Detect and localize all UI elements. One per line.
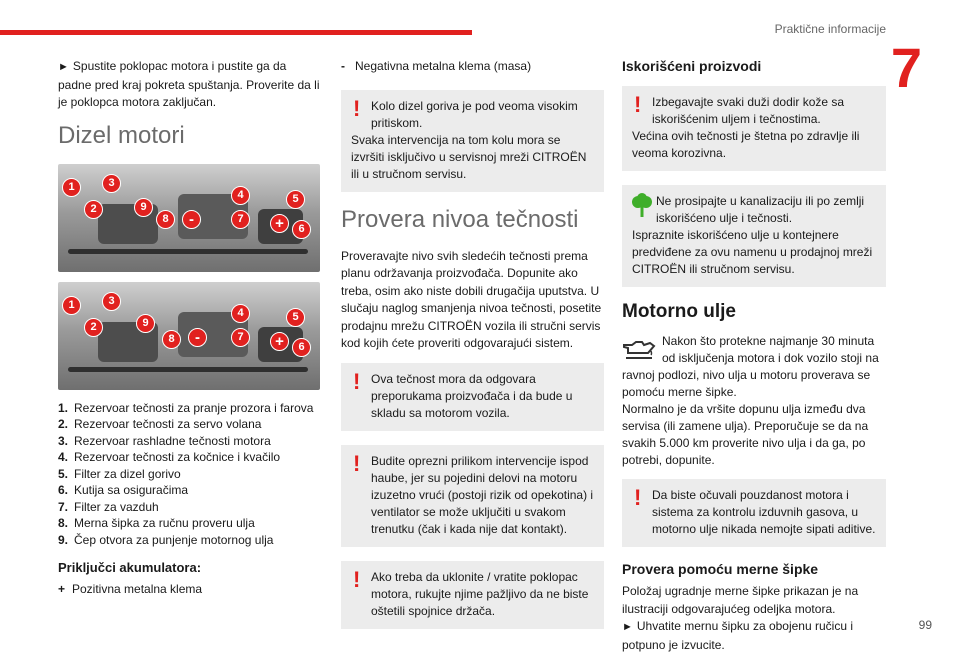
warning-icon: ! <box>353 368 361 394</box>
minus-terminal-icon: - <box>182 210 201 229</box>
arrow-icon: ► <box>622 621 633 633</box>
marker-1: 1 <box>62 296 81 315</box>
warning-box-3: ! Budite oprezni prilikom intervencije ispod haube, jer su pojedini delovi na motoru izuzetno vrući (postoji rizik od opekotina) i ventilator se može uključiti u svakom trenutku (čak i kada nije dat kontakt). <box>341 445 604 547</box>
top-accent-bar <box>0 30 472 35</box>
warning-icon: ! <box>353 566 361 592</box>
arrow-icon: ► <box>58 61 69 73</box>
battery-minus: - Negativna metalna klema (masa) <box>341 59 532 73</box>
warning-box-5: ! Izbegavajte svaki duži dodir kože sa iskorišćenim uljem i tečnostima. Većina ovih tečnosti je štetna po zdravlje ili veoma korozivna. <box>622 86 886 171</box>
list-item: 4. Rezervoar tečnosti za kočnice i kvačilo <box>58 450 281 464</box>
header-title: Praktične informacije <box>774 22 886 36</box>
marker-7: 7 <box>231 210 250 229</box>
list-item: 1. Rezervoar tečnosti za pranje prozora i farova <box>58 400 314 415</box>
marker-6: 6 <box>292 338 311 357</box>
column-2 <box>341 58 604 643</box>
warning-box-4: ! Ako treba da uklonite / vratite poklopac motora, rukujte njime pažljivo da ne biste oštetili spojnice držača. <box>341 561 604 629</box>
marker-9: 9 <box>134 198 153 217</box>
eco-box: Ne prosipajte u kanalizaciju ili po zemlji iskorišćeno ulje i tečnosti. Ispraznite iskorišćeno ulje u kontejnere predviđene za ovu namenu u prodajnoj mreži CITROËN ili stručnom servisu. <box>622 185 886 287</box>
warning-box-2: ! Ova tečnost mora da odgovara preporukama proizvođača i da bude u skladu sa motorom vozila. <box>341 363 604 431</box>
oil-can-icon <box>622 335 656 361</box>
warning-icon: ! <box>634 485 642 510</box>
warning-box-1: ! Kolo dizel goriva je pod veoma visokim pritiskom. Svaka intervencija na tom kolu mora se izvršiti isključivo u servisnoj mreži CITROËN ili u stručnom servisu. <box>341 90 604 192</box>
marker-1: 1 <box>62 178 81 197</box>
plus-terminal-icon: + <box>270 332 289 351</box>
marker-4: 4 <box>231 186 250 205</box>
page-number: 99 <box>918 618 932 632</box>
marker-8: 8 <box>162 330 181 349</box>
column-3 <box>622 58 886 664</box>
list-item: 2. Rezervoar tečnosti za servo volana <box>58 417 262 431</box>
section-title-fluids: Provera nivoa tečnosti <box>341 205 579 233</box>
marker-6: 6 <box>292 220 311 239</box>
chapter-number: 7 <box>890 36 922 99</box>
plus-terminal-icon: + <box>270 214 289 233</box>
component-legend <box>58 400 320 549</box>
marker-2: 2 <box>84 200 103 219</box>
list-item: 9. Čep otvora za punjenje motornog ulja <box>58 532 274 547</box>
marker-5: 5 <box>286 308 305 327</box>
engine-image-1 <box>58 164 320 272</box>
battery-plus: + Pozitivna metalna klema <box>58 582 203 596</box>
marker-7: 7 <box>231 328 250 347</box>
section-title-diesel: Dizel motori <box>58 121 185 149</box>
list-item: 7. Filter za vazduh <box>58 499 159 514</box>
oil-body: Nakon što protekne najmanje 30 minuta od isključenja motora i dok vozilo stoji na ravnoj podlozi, nivo ulja u motoru proverava se pomoću merne šipke. Normalno je da vršite dopunu ulja između dva servisa (ili zamene ulja). Preporučuje se da na svakih 5.000 km proverite nivo ulja i da ga, po potrebi, dopunite. <box>622 334 879 467</box>
marker-3: 3 <box>102 174 121 193</box>
used-products-title: Iskorišćeni proizvodi <box>622 58 762 74</box>
list-item: 6. Kutija sa osiguračima <box>58 483 189 497</box>
marker-5: 5 <box>286 190 305 209</box>
minus-terminal-icon: - <box>188 328 207 347</box>
marker-2: 2 <box>84 318 103 337</box>
fluids-body: Proveravajte nivo svih sledećih tečnosti prema planu održavanja proizvođača. Dopunite ako treba, osim ako niste dobili drugačija uputstva. U slučaju naglog smanjenja nivoa tečnosti, posetite prodajnu mrežu CITROËN vozila ili stručni servis kod kojih ćete proveriti odgovarajući sistem. <box>341 248 602 350</box>
list-item: 5. Filter za dizel gorivo <box>58 466 181 481</box>
intro-text: ► Spustite poklopac motora i pustite ga da padne pred kraj pokreta spuštanja. Proverite da li je poklopca motora zaključan. <box>58 59 320 109</box>
marker-3: 3 <box>102 292 121 311</box>
warning-icon: ! <box>634 92 642 117</box>
column-1 <box>58 58 320 609</box>
list-item: 3. Rezervoar rashladne tečnosti motora <box>58 433 271 448</box>
dipstick-title: Provera pomoću merne šipke <box>622 561 819 577</box>
list-item: 8. Merna šipka za ručnu proveru ulja <box>58 516 255 530</box>
marker-4: 4 <box>231 304 250 323</box>
warning-icon: ! <box>353 95 361 121</box>
marker-9: 9 <box>136 314 155 333</box>
warning-icon: ! <box>353 450 361 476</box>
battery-title: Priključci akumulatora: <box>58 560 202 575</box>
dipstick-body: Položaj ugradnje merne šipke prikazan je na ilustraciji odgovarajućeg odeljka motora. <box>622 584 859 616</box>
eco-tree-icon <box>630 193 654 219</box>
dipstick-step: ► Uhvatite mernu šipku za obojenu ručicu i potpuno je izvucite. <box>622 619 854 652</box>
section-title-oil: Motorno ulje <box>622 301 736 322</box>
warning-box-6: ! Da biste očuvali pouzdanost motora i sistema za kontrolu izduvnih gasova, u motorno ulje nikada nemojte sipati aditive. <box>622 479 886 547</box>
marker-8: 8 <box>156 210 175 229</box>
engine-image-2 <box>58 282 320 390</box>
